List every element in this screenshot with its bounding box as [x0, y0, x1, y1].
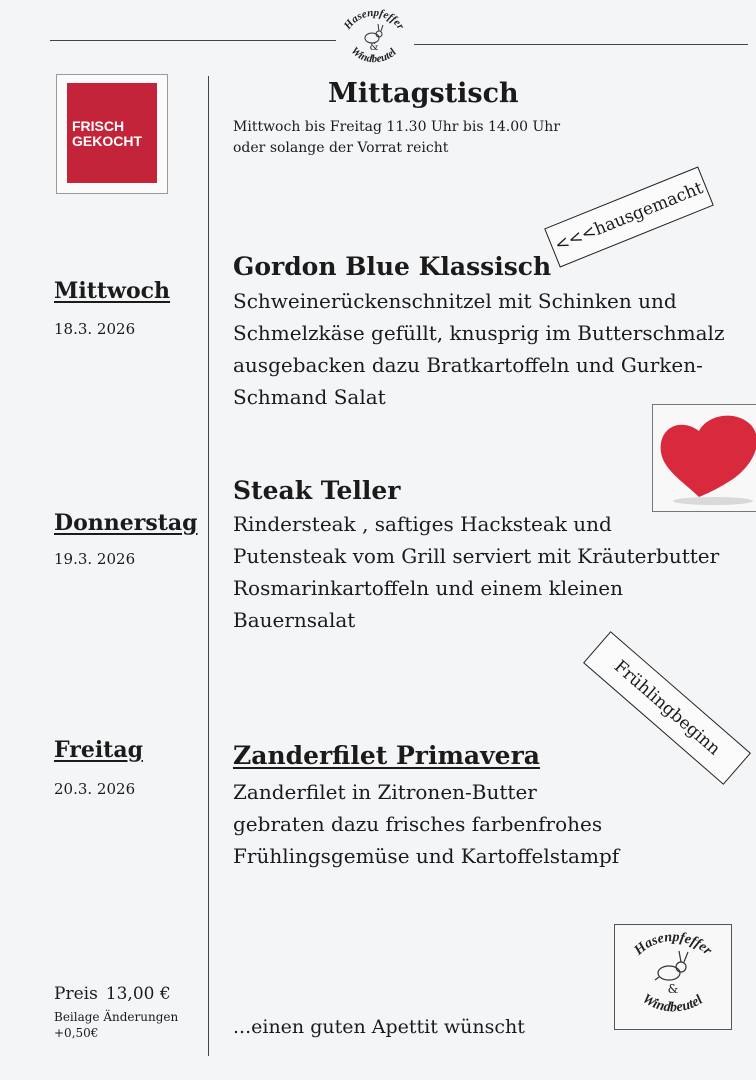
description-line: Schweinerückenschnitzel mit Schinken und — [233, 289, 677, 313]
description-line: Zanderfilet in Zitronen-Butter — [233, 780, 537, 804]
dish-description-mittwoch — [233, 285, 724, 413]
beilage-line-2: +0,50€ — [54, 1026, 99, 1040]
restaurant-logo-bottom — [614, 924, 732, 1030]
rabbit-icon — [655, 951, 688, 980]
price — [54, 984, 171, 1004]
dish-description-freitag — [233, 776, 619, 872]
day-name-donnerstag: Donnerstag — [54, 510, 198, 536]
day-date-donnerstag: 19.3. 2026 — [54, 550, 136, 568]
rabbit-icon — [365, 24, 383, 43]
heart-image — [652, 404, 756, 512]
hours-line-1: Mittwoch bis Freitag 11.30 Uhr bis 14.00 Uhr — [233, 119, 561, 135]
top-rule-left — [50, 40, 336, 41]
description-line: Schmand Salat — [233, 385, 386, 409]
description-line: Putensteak vom Grill serviert mit Kräuterbutter — [233, 544, 720, 568]
dish-name-mittwoch: Gordon Blue Klassisch — [233, 252, 552, 281]
badge-line-2: GEKOCHT — [72, 133, 142, 149]
day-date-mittwoch: 18.3. 2026 — [54, 320, 136, 338]
description-line: Frühlingsgemüse und Kartoffelstampf — [233, 844, 620, 868]
logo-bottom-text-1: Hasenpfeffer — [631, 929, 715, 959]
hausgemacht-tag: <<<hausgemacht — [544, 166, 714, 267]
column-divider — [208, 76, 209, 1056]
description-line: Rindersteak , saftiges Hacksteak und — [233, 512, 612, 536]
heart-icon — [653, 405, 756, 511]
logo-bottom-text-2: Windbeutel — [639, 991, 706, 1016]
restaurant-logo-top — [336, 8, 412, 72]
side-dish-change-note — [54, 1009, 178, 1041]
day-date-freitag: 20.3. 2026 — [54, 780, 136, 798]
logo-top-text-1: Hasenpfeffer — [341, 8, 407, 32]
logo-bottom-amp: & — [667, 982, 679, 996]
hours-line-2: oder solange der Vorrat reicht — [233, 140, 449, 156]
badge-line-1: FRISCH — [72, 118, 125, 134]
dish-name-freitag: Zanderfilet Primavera — [233, 741, 540, 770]
day-name-mittwoch: Mittwoch — [54, 278, 171, 304]
beilage-line-1: Beilage Änderungen — [54, 1010, 179, 1024]
page-title: Mittagstisch — [328, 78, 519, 109]
top-rule-right — [414, 44, 748, 45]
fruehlingbeginn-tag: Frühlingbeginn — [583, 631, 751, 785]
svg-text:Hasenpfeffer — [631, 930, 715, 959]
svg-text:Hasenpfeffer — [341, 8, 407, 33]
frisch-gekocht-badge — [56, 74, 168, 194]
description-line: Rosmarinkartoffeln und einem kleinen — [233, 576, 623, 600]
description-line: Schmelzkäse gefüllt, knusprig im Butterschmalz — [233, 321, 725, 345]
dish-name-donnerstag: Steak Teller — [233, 476, 401, 505]
description-line: Bauernsalat — [233, 608, 356, 632]
logo-top-text-2: Windbeutel — [348, 44, 399, 66]
price-value: 13,00 € — [105, 984, 171, 1004]
price-label: Preis — [54, 984, 98, 1004]
opening-hours — [233, 117, 560, 159]
dish-description-donnerstag — [233, 508, 719, 636]
description-line: gebraten dazu frisches farbenfrohes — [233, 812, 603, 836]
closing-message: ...einen guten Apettit wünscht — [233, 1016, 525, 1038]
description-line: ausgebacken dazu Bratkartoffeln und Gurken- — [233, 353, 703, 377]
logo-top-amp: & — [369, 42, 379, 53]
badge-red-box — [67, 83, 157, 183]
day-name-freitag: Freitag — [54, 737, 143, 763]
